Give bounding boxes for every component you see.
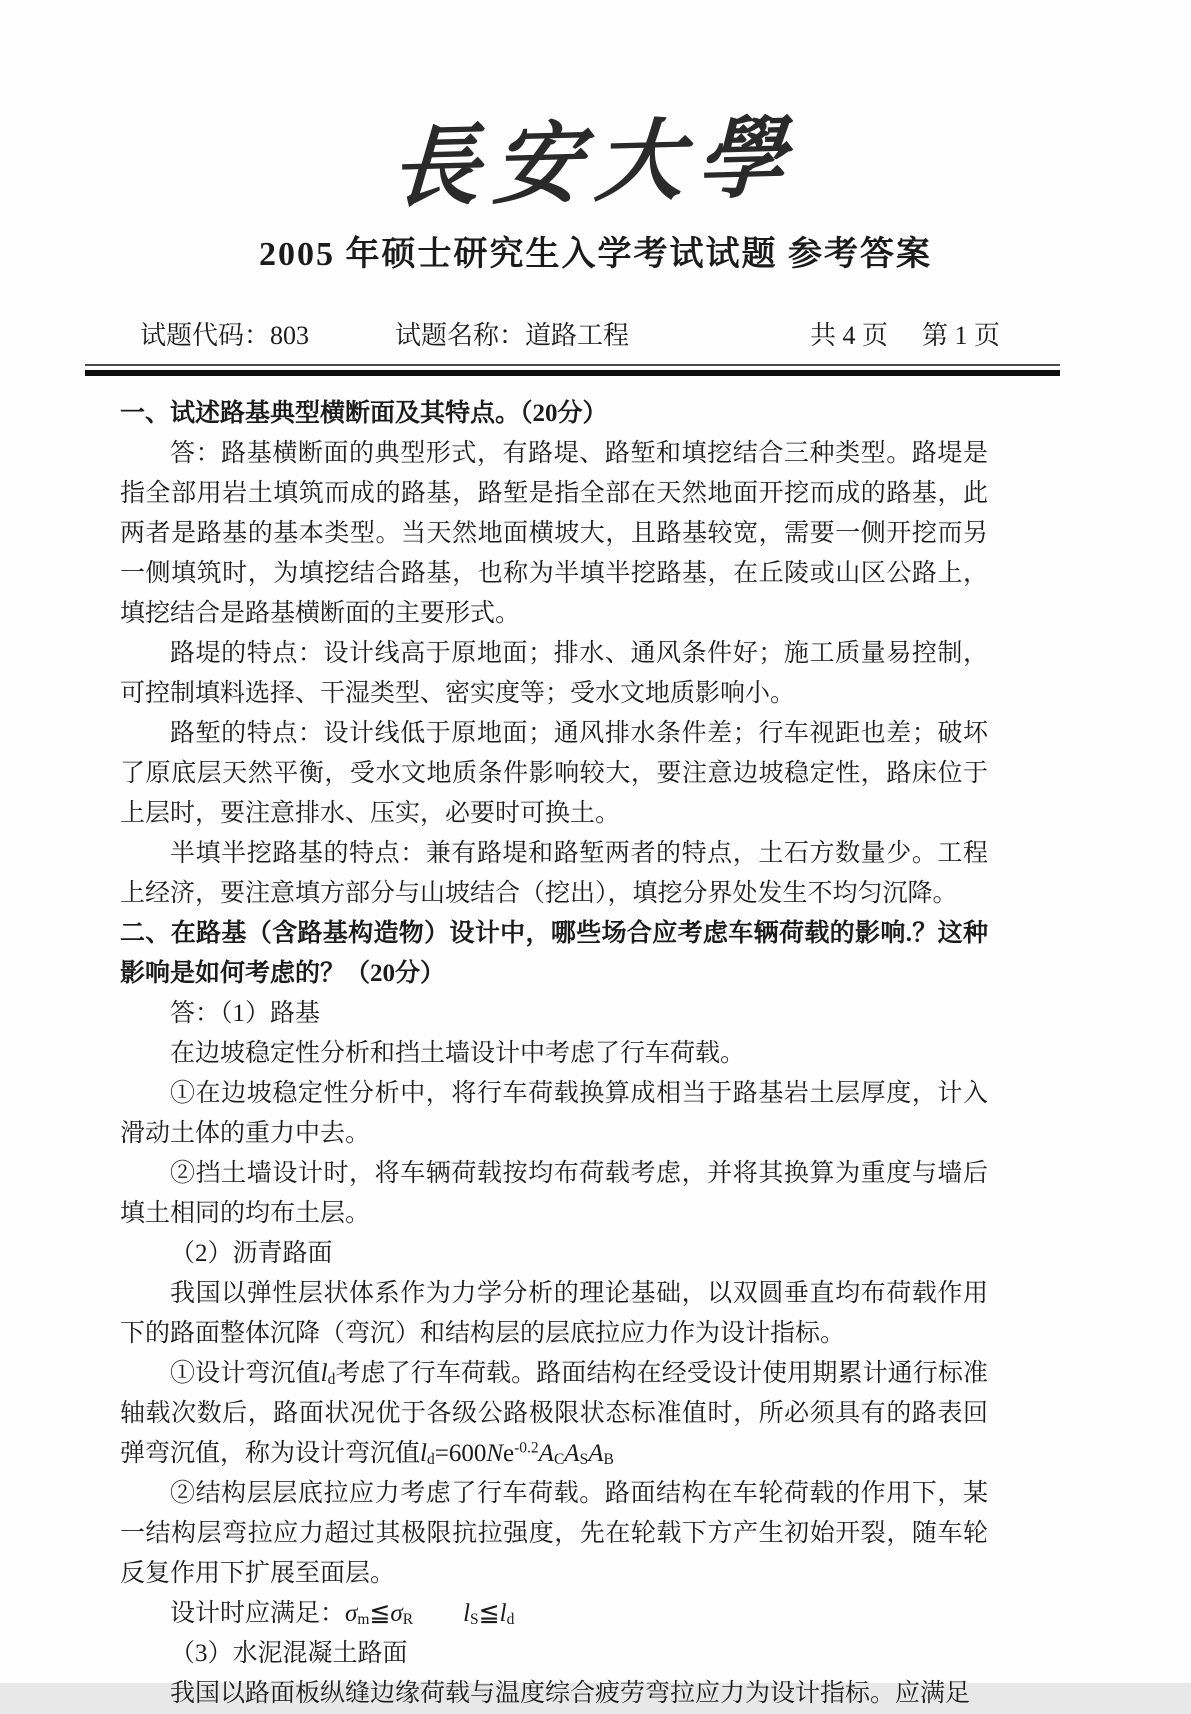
answer-1-paragraph-2: 路堤的特点：设计线高于原地面；排水、通风条件好；施工质量易控制，可控制填料选择、干湿类型、密实度等；受水文地质影响小。: [120, 640, 988, 707]
current-page: 第 1 页: [921, 321, 1000, 350]
question-1-heading: 一、试述路基典型横断面及其特点。（20分）: [120, 400, 608, 427]
question-2-heading: 二、在路基（含路基构造物）设计中，哪些场合应考虑车辆荷载的影响.？这种影响是如何考虑的？（20分）: [120, 920, 988, 987]
university-logo: 長安大學: [389, 110, 802, 219]
total-pages: 共 4 页: [809, 321, 888, 350]
exam-code-value: 803: [270, 321, 310, 350]
header-rule-thick: [85, 370, 1060, 376]
answer-1-paragraph-4: 半填半挖路基的特点：兼有路堤和路堑两者的特点，土石方数量少。工程上经济，要注意填方部分与山坡结合（挖出），填挖分界处发生不均匀沉降。: [120, 840, 988, 907]
page-indicator: [810, 315, 1000, 352]
answer-1-paragraph-3: 路堑的特点：设计线低于原地面；通风排水条件差；行车视距也差；破坏了原底层天然平衡，受水文地质条件影响较大，要注意边坡稳定性，路床位于上层时，要注意排水、压实，必要时可换土。: [120, 720, 988, 827]
document-body: [120, 394, 988, 1714]
answer-2-paragraph-11: 我国以路面板纵缝边缘荷载与温度综合疲劳弯拉应力为设计指标。应满足: [170, 1680, 971, 1707]
answer-2-paragraph-3: ①在边坡稳定性分析中，将行车荷载换算成相当于路基岩土层厚度，计入滑动土体的重力中去。: [120, 1080, 988, 1147]
title-row: [0, 226, 1191, 275]
answer-2-paragraph-5: （2）沥青路面: [170, 1240, 333, 1267]
university-logo-area: [0, 0, 1191, 220]
answer-2-paragraph-9-formula: 设计时应满足：$\sigma_m≦\sigma_R$ $l_S≦l_d$: [170, 1600, 515, 1629]
answer-2-paragraph-4: ②挡土墙设计时，将车辆荷载按均布荷载考虑，并将其换算为重度与墙后填土相同的均布土层。: [120, 1160, 988, 1227]
exam-meta-row: [0, 315, 1000, 352]
answer-2-paragraph-6: 我国以弹性层状体系作为力学分析的理论基础，以双圆垂直均布荷载作用下的路面整体沉降（弯沉）和结构层的层底拉应力作为设计指标。: [120, 1280, 988, 1347]
exam-name-label: 试题名称：: [395, 321, 526, 350]
page-title: 2005 年硕士研究生入学考试试题 参考答案: [259, 236, 932, 273]
answer-2-paragraph-2: 在边坡稳定性分析和挡土墙设计中考虑了行车荷载。: [170, 1040, 746, 1067]
answer-2-paragraph-7-formula: ①设计弯沉值$l_d$考虑了行车荷载。路面结构在经受设计使用期累计通行标准轴载次数后，路面状况优于各级公路极限状态标准值时，所必须具有的路表回弹弯沉值，称为设计弯沉值$l_d=600Ne^{-0.2}A_CA_SA_B$: [120, 1360, 988, 1469]
exam-name-value: 道路工程: [525, 321, 630, 350]
header-rule-thin: [85, 364, 1060, 366]
answer-2-paragraph-10: （3）水泥混凝土路面: [170, 1640, 408, 1667]
answer-2-paragraph-8: ②结构层层底拉应力考虑了行车荷载。路面结构在车轮荷载的作用下，某一结构层弯拉应力超过其极限抗拉强度，先在轮载下方产生初始开裂，随车轮反复作用下扩展至面层。: [120, 1480, 988, 1587]
header-rules: [85, 364, 1060, 376]
answer-2-paragraph-1: 答：（1）路基: [170, 1000, 321, 1027]
answer-1-paragraph-1: 答：路基横断面的典型形式，有路堤、路堑和填挖结合三种类型。路堤是指全部用岩土填筑而成的路基，路堑是指全部在天然地面开挖而成的路基，此两者是路基的基本类型。当天然地面横坡大，且路基较宽，需要一侧开挖而另一侧填筑时，为填挖结合路基，也称为半填半挖路基，在丘陵或山区公路上，填挖结合是路基横断面的主要形式。: [120, 440, 988, 627]
exam-name: [395, 315, 629, 352]
exam-code: [140, 315, 309, 352]
exam-code-label: 试题代码：: [140, 321, 271, 350]
